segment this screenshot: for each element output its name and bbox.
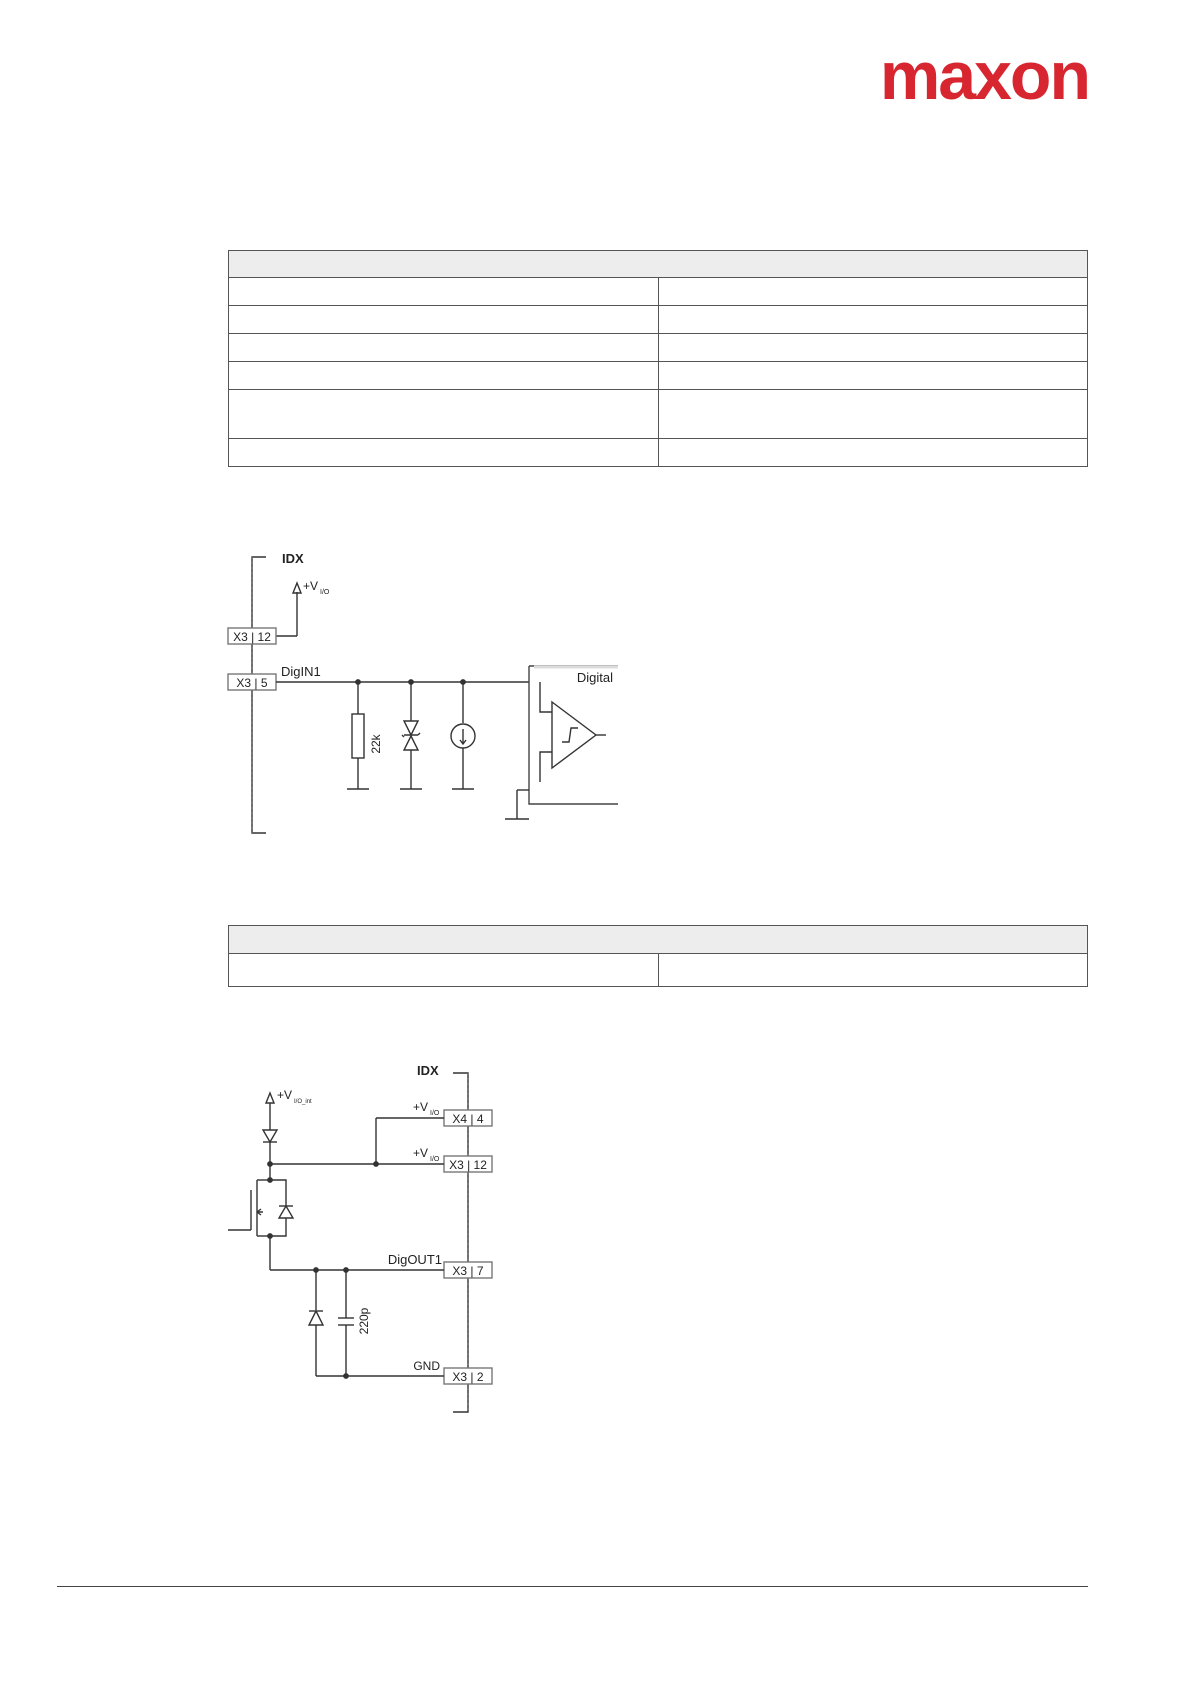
pin-label-x3-2: X3 | 2 [452, 1370, 484, 1384]
supply-subscript: I/O_int [294, 1099, 312, 1105]
idx-label: IDX [417, 1063, 439, 1078]
capacitor-220p [338, 1270, 354, 1376]
supply-label: +V [277, 1088, 293, 1102]
output-diode-icon [309, 1270, 323, 1376]
resistor-value: 22k [369, 734, 383, 754]
vio-label-2: +V [413, 1146, 429, 1160]
supply-arrow-icon [266, 1093, 274, 1103]
idx-label: IDX [282, 551, 304, 566]
signal-name-digin1: DigIN1 [281, 664, 321, 679]
signal-name-digout1: DigOUT1 [387, 1252, 442, 1267]
maxon-logo: maxon [879, 38, 1089, 114]
capacitor-value: 220p [357, 1307, 371, 1335]
supply-diode-icon [263, 1130, 277, 1142]
pin-label-x3-12: X3 | 12 [449, 1158, 487, 1172]
comparator-label: Digital [576, 670, 613, 685]
supply-subscript: I/O [320, 589, 330, 596]
pin-label-x3-5: X3 | 5 [236, 676, 268, 690]
pin-label-x3-7: X3 | 7 [452, 1264, 484, 1278]
pin-label-x3-12: X3 | 12 [233, 630, 271, 644]
supply-label: +V [303, 579, 319, 593]
pin-label-x4-4: X4 | 4 [452, 1112, 484, 1126]
mosfet-icon [228, 1164, 293, 1253]
vio-subscript-1: I/O [430, 1110, 440, 1117]
gnd-label: GND [413, 1359, 440, 1373]
vio-subscript-2: I/O [430, 1156, 440, 1163]
vio-label-1: +V [413, 1100, 429, 1114]
footer-divider [57, 1586, 1088, 1587]
